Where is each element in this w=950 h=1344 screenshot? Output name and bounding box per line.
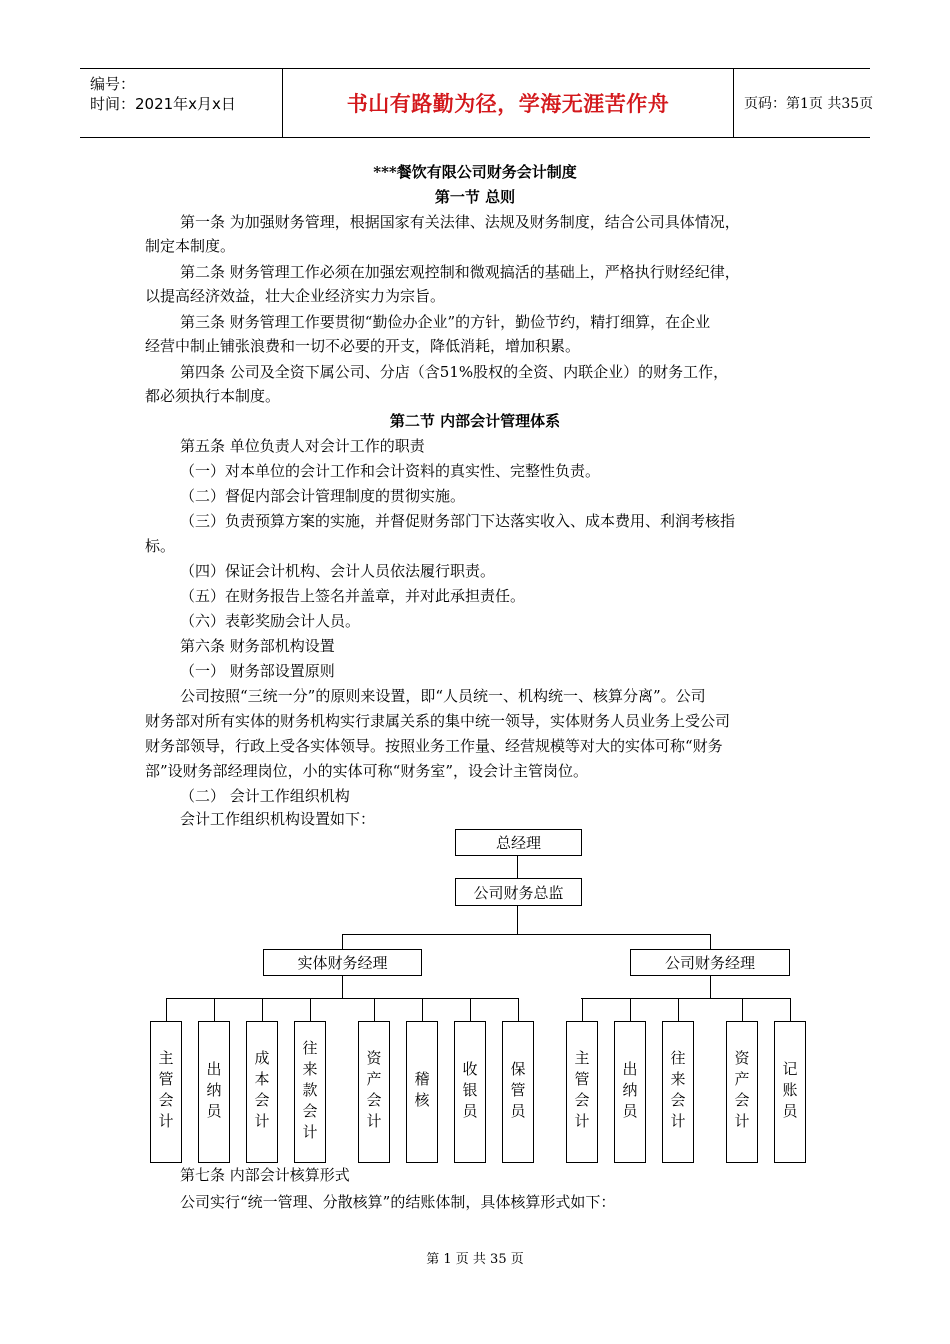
article-1-line-1: 第一条 为加强财务管理，根据国家有关法律、法规及财务制度，结合公司具体情况， bbox=[180, 213, 740, 231]
org-node-general-manager: 总经理 bbox=[455, 829, 582, 856]
org-role-right-1: 主管会计 bbox=[566, 1021, 598, 1163]
duty-item-3-line-2: 标。 bbox=[145, 537, 176, 555]
duty-item-2: （二）督促内部会计管理制度的贯彻实施。 bbox=[180, 487, 466, 505]
connector-line bbox=[342, 934, 343, 949]
connector-line bbox=[790, 998, 791, 1021]
connector-line bbox=[470, 998, 471, 1021]
connector-line bbox=[214, 998, 215, 1021]
header-meta-cell bbox=[80, 69, 282, 137]
duty-item-5: （五）在财务报告上签名并盖章，并对此承担责任。 bbox=[180, 587, 526, 605]
connector-line bbox=[710, 934, 711, 949]
org-role-left-5: 资产会计 bbox=[358, 1021, 390, 1163]
connector-line bbox=[374, 998, 375, 1021]
document-header bbox=[80, 68, 874, 138]
section-heading-2: 第二节 内部会计管理体系 bbox=[389, 412, 561, 430]
article-1-line-2: 制定本制度。 bbox=[145, 237, 236, 255]
connector-line bbox=[742, 998, 743, 1021]
connector-line bbox=[630, 998, 631, 1021]
article-7: 第七条 内部会计核算形式 bbox=[180, 1166, 350, 1184]
article-4-line-1: 第四条 公司及全资下属公司、分店（含51%股权的全资、内联企业）的财务工作， bbox=[180, 363, 729, 381]
connector-line bbox=[166, 998, 518, 999]
org-role-left-8: 保管员 bbox=[502, 1021, 534, 1163]
article-6-para-line-3: 财务部领导，行政上受各实体领导。按照业务工作量、经营规模等对大的实体可称“财务 bbox=[145, 737, 723, 755]
article-3-line-1: 第三条 财务管理工作要贯彻“勤俭办企业”的方针，勤俭节约，精打细算，在企业 bbox=[180, 313, 711, 331]
org-role-right-5: 记账员 bbox=[774, 1021, 806, 1163]
org-role-left-4: 往来款会计 bbox=[294, 1021, 326, 1163]
duty-item-6: （六）表彰奖励会计人员。 bbox=[180, 612, 361, 630]
duty-item-4: （四）保证会计机构、会计人员依法履行职责。 bbox=[180, 562, 496, 580]
article-6-para-line-4: 部”设财务部经理岗位，小的实体可称“财务室”，设会计主管岗位。 bbox=[145, 762, 589, 780]
connector-line bbox=[342, 976, 343, 998]
org-role-right-2: 出纳员 bbox=[614, 1021, 646, 1163]
article-4-line-2: 都必须执行本制度。 bbox=[145, 387, 281, 405]
connector-line bbox=[678, 998, 679, 1021]
connector-line bbox=[422, 998, 423, 1021]
header-page-cell bbox=[734, 69, 874, 137]
document-title: ***餐饮有限公司财务会计制度 bbox=[373, 163, 577, 181]
org-role-right-4: 资产会计 bbox=[726, 1021, 758, 1163]
connector-line bbox=[166, 998, 167, 1021]
article-6-sub-2: （二） 会计工作组织机构 bbox=[180, 787, 350, 805]
connector-line bbox=[517, 856, 518, 878]
article-6-para-line-2: 财务部对所有实体的财务机构实行隶属关系的集中统一领导，实体财务人员业务上受公司 bbox=[145, 712, 731, 730]
article-7-para: 公司实行“统一管理、分散核算”的结账体制，具体核算形式如下： bbox=[180, 1193, 616, 1211]
section-heading-1: 第一节 总则 bbox=[434, 188, 516, 206]
article-6-sub-1: （一） 财务部设置原则 bbox=[180, 662, 335, 680]
number-label: 编号： bbox=[90, 75, 136, 93]
org-role-left-1: 主管会计 bbox=[150, 1021, 182, 1163]
article-2-line-1: 第二条 财务管理工作必须在加强宏观控制和微观搞活的基础上，严格执行财经纪律， bbox=[180, 263, 740, 281]
org-node-cfo: 公司财务总监 bbox=[455, 878, 582, 906]
page-footer: 第 1 页 共 35 页 bbox=[426, 1252, 524, 1267]
org-role-left-7: 收银员 bbox=[454, 1021, 486, 1163]
article-2-line-2: 以提高经济效益，壮大企业经济实力为宗旨。 bbox=[145, 287, 446, 305]
connector-line bbox=[342, 934, 711, 935]
org-node-company-finance-manager: 公司财务经理 bbox=[630, 949, 790, 976]
org-node-entity-finance-manager: 实体财务经理 bbox=[263, 949, 422, 976]
connector-line bbox=[581, 998, 791, 999]
page-code: 页码：第1页 共35页 bbox=[744, 96, 874, 112]
article-6-para-line-1: 公司按照“三统一分”的原则来设置，即“人员统一、机构统一、核算分离”。公司 bbox=[180, 687, 706, 705]
connector-line bbox=[262, 998, 263, 1021]
connector-line bbox=[517, 906, 518, 934]
motto-text: 书山有路勤为径，学海无涯苦作舟 bbox=[346, 91, 670, 116]
org-chart-intro: 会计工作组织机构设置如下： bbox=[180, 810, 376, 828]
article-3-line-2: 经营中制止铺张浪费和一切不必要的开支，降低消耗，增加积累。 bbox=[145, 337, 581, 355]
article-5: 第五条 单位负责人对会计工作的职责 bbox=[180, 437, 425, 455]
org-role-left-6: 稽核 bbox=[406, 1021, 438, 1163]
connector-line bbox=[582, 998, 583, 1021]
org-role-left-2: 出纳员 bbox=[198, 1021, 230, 1163]
duty-item-3-line-1: （三）负责预算方案的实施，并督促财务部门下达落实收入、成本费用、利润考核指 bbox=[180, 512, 736, 530]
org-role-right-3: 往来会计 bbox=[662, 1021, 694, 1163]
connector-line bbox=[518, 998, 519, 1021]
org-role-left-3: 成本会计 bbox=[246, 1021, 278, 1163]
time-label: 时间：2021年x月x日 bbox=[90, 95, 236, 113]
article-6: 第六条 财务部机构设置 bbox=[180, 637, 335, 655]
duty-item-1: （一）对本单位的会计工作和会计资料的真实性、完整性负责。 bbox=[180, 462, 601, 480]
connector-line bbox=[710, 976, 711, 998]
connector-line bbox=[310, 998, 311, 1021]
header-motto-cell bbox=[282, 69, 734, 137]
